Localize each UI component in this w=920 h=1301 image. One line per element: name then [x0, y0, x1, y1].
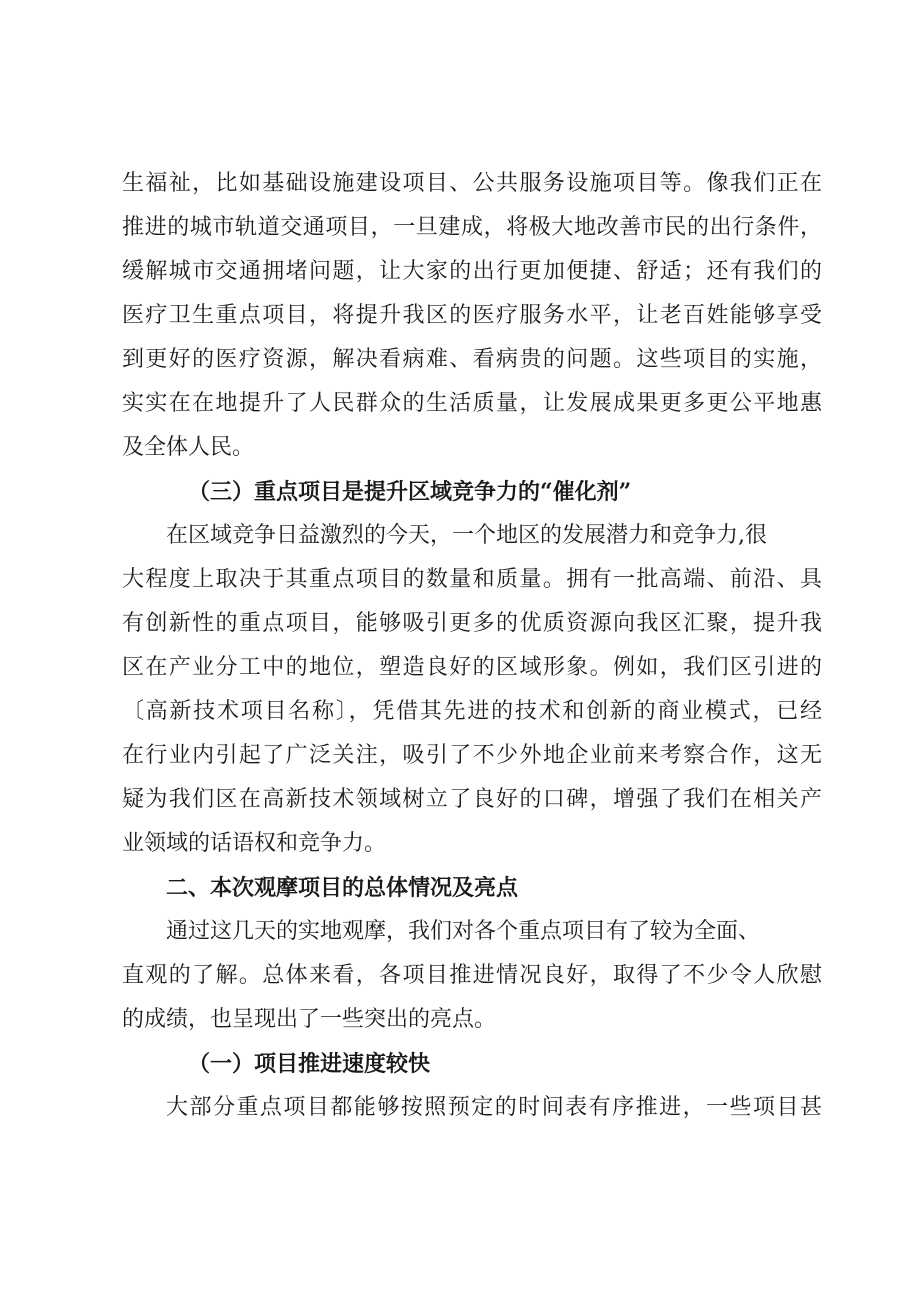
body-text-line: 缓解城市交通拥堵问题，让大家的出行更加便捷、舒适；还有我们的: [122, 259, 822, 284]
body-text-line: 到更好的医疗资源，解决看病难、看病贵的问题。这些项目的实施，: [122, 347, 822, 372]
body-text-line: 实实在在地提升了人民群众的生活质量，让发展成果更多更公平地惠: [122, 391, 822, 416]
paragraph-first-line: 通过这几天的实地观摩，我们对各个重点项目有了较为全面、: [166, 919, 761, 944]
body-text-line: 在行业内引起了广泛关注，吸引了不少外地企业前来考察合作，这无: [122, 743, 822, 768]
chapter-heading: 二、本次观摩项目的总体情况及亮点: [166, 875, 519, 901]
body-text-line: 业领域的话语权和竞争力。: [122, 831, 387, 856]
section-heading: （一）项目推进速度较快: [188, 1051, 431, 1077]
section-heading: （三）重点项目是提升区域竞争力的“催化剂”: [188, 479, 632, 505]
body-text-line: 推进的城市轨道交通项目，一旦建成，将极大地改善市民的出行条件，: [122, 215, 822, 240]
body-text-line: 医疗卫生重点项目，将提升我区的医疗服务水平，让老百姓能够享受: [122, 303, 822, 328]
body-text-line: 〔高新技术项目名称〕，凭借其先进的技术和创新的商业模式，已经: [122, 699, 822, 724]
body-text-line: 直观的了解。总体来看，各项目推进情况良好，取得了不少令人欣慰: [122, 963, 822, 988]
body-text-line: 区在产业分工中的地位，塑造良好的区域形象。例如，我们区引进的: [122, 655, 822, 680]
body-text-line: 大程度上取决于其重点项目的数量和质量。拥有一批高端、前沿、具: [122, 567, 822, 592]
body-text-line: 的成绩，也呈现出了一些突出的亮点。: [122, 1007, 497, 1032]
body-text-line: 疑为我们区在高新技术领域树立了良好的口碑，增强了我们在相关产: [122, 787, 822, 812]
paragraph-first-line: 大部分重点项目都能够按照预定的时间表有序推进，一些项目甚: [166, 1095, 822, 1120]
body-text-line: 及全体人民。: [122, 435, 255, 460]
body-text-line: 生福祉，比如基础设施建设项目、公共服务设施项目等。像我们正在: [122, 171, 822, 196]
paragraph-first-line: 在区域竞争日益激烈的今天，一个地区的发展潜力和竞争力,很: [166, 523, 767, 548]
body-text-line: 有创新性的重点项目，能够吸引更多的优质资源向我区汇聚，提升我: [122, 611, 822, 636]
